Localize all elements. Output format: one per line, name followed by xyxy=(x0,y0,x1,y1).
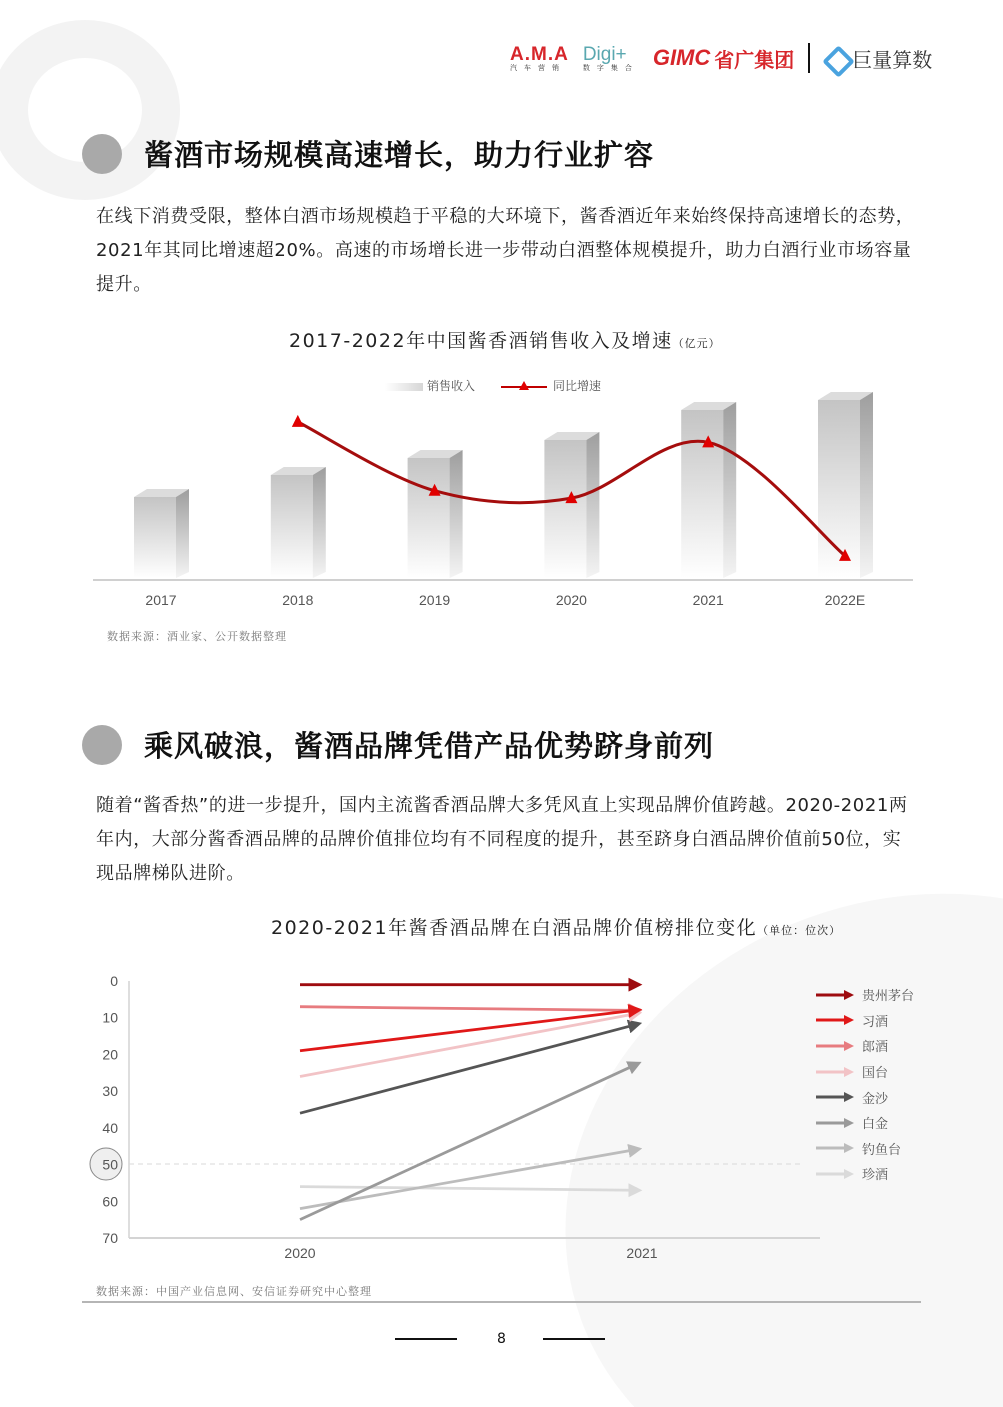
y-tick-label: 50 xyxy=(102,1156,118,1173)
x-tick-label: 2018 xyxy=(282,592,314,608)
section-bullet-icon xyxy=(82,134,122,174)
header-logos xyxy=(510,40,932,76)
arrow-swatch-icon xyxy=(816,1040,856,1052)
legend-item xyxy=(816,1110,914,1136)
chart1-title-text: 2017-2022年中国酱香酒销售收入及增速 xyxy=(289,330,673,352)
y-tick-label: 20 xyxy=(102,1046,118,1063)
bar-2020 xyxy=(544,440,586,578)
arrow-swatch-icon xyxy=(816,1014,856,1026)
legend-label: 贵州茅台 xyxy=(862,989,915,1005)
chart1-bar-line xyxy=(0,390,1003,620)
y-tick-label: 0 xyxy=(110,973,118,989)
logo-gimc-cn: 省广集团 xyxy=(714,47,795,72)
legend-item xyxy=(816,1161,914,1187)
y-tick-label: 10 xyxy=(102,1009,118,1026)
arrow-swatch-icon xyxy=(816,1142,856,1154)
logo-juliang xyxy=(824,44,932,73)
legend-label: 钓鱼台 xyxy=(862,1142,902,1158)
arrow-swatch-icon xyxy=(816,989,856,1001)
logo-divider xyxy=(808,43,810,73)
section1-title: 酱酒市场规模高速增长，助力行业扩容 xyxy=(144,138,655,172)
legend-item xyxy=(816,1136,914,1162)
y-tick-label: 60 xyxy=(102,1193,118,1210)
line-triangle-swatch-icon xyxy=(501,386,547,388)
legend-label: 珍酒 xyxy=(862,1168,889,1184)
legend-revenue-label: 销售收入 xyxy=(427,379,476,393)
legend-growth-label: 同比增速 xyxy=(553,379,602,393)
section1-paragraph: 在线下消费受限，整体白酒市场规模趋于平稳的大环境下，酱香酒近年来始终保持高速增长的态势，2021年其同比增速超20%。高速的市场增长进一步带动白酒整体规模提升，助力白酒行业市场容量提升。 xyxy=(96,206,915,295)
juliang-diamond-icon xyxy=(824,47,846,69)
logo-ama xyxy=(510,45,569,72)
footer-divider xyxy=(82,1301,921,1303)
chart1-title xyxy=(289,326,721,353)
chart2-title-text: 2020-2021年酱香酒品牌在白酒品牌价值榜排位变化 xyxy=(271,917,758,939)
y-tick-label: 40 xyxy=(102,1119,118,1136)
bar-2017 xyxy=(134,497,176,578)
chart2-rank-slope xyxy=(0,960,820,1270)
page-number-right-rule xyxy=(543,1338,605,1340)
legend-item xyxy=(816,1033,914,1059)
arrow-swatch-icon xyxy=(816,1091,856,1103)
triangle-marker-icon xyxy=(292,415,304,427)
x-tick-label: 2017 xyxy=(145,592,177,608)
legend-label: 习酒 xyxy=(862,1014,889,1030)
bar-side-face xyxy=(176,489,189,578)
bar-side-face xyxy=(723,402,736,578)
bar-side-face xyxy=(586,432,599,578)
rank-arrow-郎酒 xyxy=(300,1007,634,1011)
bar-2018 xyxy=(271,475,313,578)
arrow-swatch-icon xyxy=(816,1168,856,1180)
logo-ama-sub: 汽车营销 xyxy=(510,63,566,72)
y-tick-label: 70 xyxy=(102,1230,118,1246)
legend-label: 国台 xyxy=(862,1066,889,1082)
bar-side-face xyxy=(313,467,326,578)
arrow-swatch-icon xyxy=(816,1066,856,1078)
bar-side-face xyxy=(860,392,873,578)
bar-2019 xyxy=(408,458,450,578)
logo-juliang-text: 巨量算数 xyxy=(852,47,933,72)
arrow-swatch-icon xyxy=(816,1117,856,1129)
page-number: 8 xyxy=(497,1331,506,1347)
legend-label: 白金 xyxy=(862,1117,889,1133)
bar-2021 xyxy=(681,410,723,578)
x-tick-label: 2021 xyxy=(692,592,724,608)
chart2-unit: （单位：位次） xyxy=(757,924,842,937)
legend-item xyxy=(816,982,914,1008)
logo-digi xyxy=(583,45,639,72)
section1-heading xyxy=(82,133,654,174)
logo-digi-text: Digi+ xyxy=(582,43,627,65)
logo-ama-text: A.M.A xyxy=(510,43,569,65)
x-tick-label: 2021 xyxy=(626,1245,658,1261)
legend-label: 郎酒 xyxy=(862,1040,889,1056)
legend-label: 金沙 xyxy=(862,1091,889,1107)
legend-item xyxy=(816,1084,914,1110)
rank-arrow-金沙 xyxy=(300,1025,634,1113)
chart2-title xyxy=(271,913,841,940)
section2-heading xyxy=(82,724,714,765)
x-tick-label: 2020 xyxy=(284,1245,316,1261)
chart1-source: 数据来源：酒业家、公开数据整理 xyxy=(107,630,287,643)
section-bullet-icon xyxy=(82,725,122,765)
rank-arrow-钓鱼台 xyxy=(300,1150,634,1209)
x-tick-label: 2020 xyxy=(555,592,587,608)
chart2-legend xyxy=(816,982,914,1187)
y-tick-label: 30 xyxy=(102,1083,118,1100)
bar-side-face xyxy=(450,450,463,578)
x-tick-label: 2022E xyxy=(824,592,866,608)
rank-arrow-白金 xyxy=(300,1065,634,1219)
legend-item xyxy=(816,1059,914,1085)
rank-arrow-珍酒 xyxy=(300,1187,634,1191)
chart2-source: 数据来源：中国产业信息网、安信证券研究中心整理 xyxy=(96,1285,372,1298)
section2-title: 乘风破浪，酱酒品牌凭借产品优势跻身前列 xyxy=(144,729,715,763)
section2-paragraph: 随着“酱香热”的进一步提升，国内主流酱香酒品牌大多凭风直上实现品牌价值跨越。2020-2021两年内，大部分酱香酒品牌的品牌价值排位均有不同程度的提升，甚至跻身白酒品牌价值前50位，实现品牌梯队进阶。 xyxy=(96,795,908,884)
logo-gimc xyxy=(653,44,794,73)
logo-gimc-text: GIMC xyxy=(652,45,711,70)
legend-item xyxy=(816,1008,914,1034)
logo-digi-sub: 数字集合 xyxy=(582,63,639,72)
x-tick-label: 2019 xyxy=(419,592,451,608)
chart1-unit: （亿元） xyxy=(672,337,721,350)
